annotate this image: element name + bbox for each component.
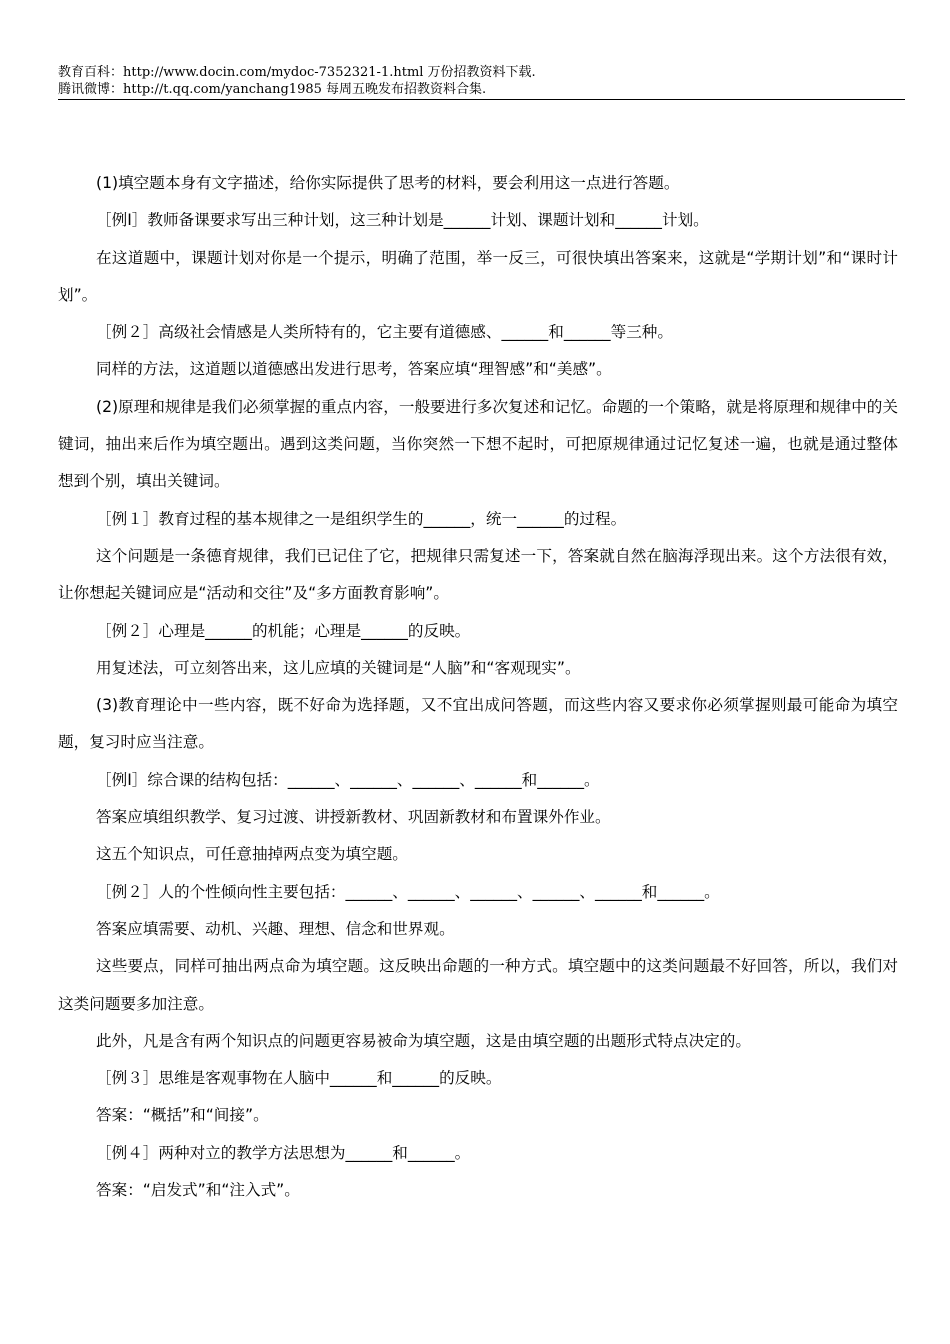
paragraph-example: ［例２］高级社会情感是人类所特有的，它主要有道德感、______和______等三种。 xyxy=(96,323,673,342)
paragraph-explanation: 此外，凡是含有两个知识点的问题更容易被命为填空题，这是由填空题的出题形式特点决定的。 xyxy=(96,1031,751,1050)
paragraph-example: ［例Ⅰ］教师备课要求写出三种计划，这三种计划是______计划、课题计划和______计划。 xyxy=(96,211,709,230)
paragraph-intro-1: (1)填空题本身有文字描述，给你实际提供了思考的材料，要会利用这一点进行答题。 xyxy=(96,174,680,192)
paragraph-intro-2: (2)原理和规律是我们必须掌握的重点内容，一般要进行多次复述和记忆。命题的一个策略，就是将原理和规律中的关键词，抽出来后作为填空题出。遇到这类问题，当你突然一下想不起时，可把原规律通过记忆复述一遍，也就是通过整体想到个别，填出关键词。 xyxy=(58,397,898,491)
paragraph-explanation: 同样的方法，这道题以道德感出发进行思考，答案应填“理智感”和“美感”。 xyxy=(96,360,612,379)
header-line-weibo: 腾讯微博：http://t.qq.com/yanchang1985 每周五晚发布招教资料合集. xyxy=(58,82,487,97)
document-body xyxy=(58,165,898,1209)
page-header xyxy=(58,64,905,100)
header-line-encyclopedia: 教育百科：http://www.docin.com/mydoc-7352321-1.html 万份招教资料下载. xyxy=(58,65,536,80)
paragraph-explanation: 这五个知识点，可任意抽掉两点变为填空题。 xyxy=(96,845,408,864)
paragraph-example: ［例３］思维是客观事物在人脑中______和______的反映。 xyxy=(96,1069,502,1088)
paragraph-explanation: 这些要点，同样可抽出两点命为填空题。这反映出命题的一种方式。填空题中的这类问题最不好回答，所以，我们对这类问题要多加注意。 xyxy=(58,957,898,1013)
paragraph-answer: 答案：“概括”和“间接”。 xyxy=(96,1106,269,1125)
paragraph-example: ［例２］人的个性倾向性主要包括：______、______、______、______、______和______。 xyxy=(96,882,720,901)
paragraph-explanation: 在这道题中，课题计划对你是一个提示，明确了范围，举一反三，可很快填出答案来，这就是“学期计划”和“课时计划”。 xyxy=(58,248,898,304)
paragraph-example: ［例１］教育过程的基本规律之一是组织学生的______，统一______的过程。 xyxy=(96,509,627,528)
paragraph-example: ［例４］两种对立的教学方法思想为______和______。 xyxy=(96,1143,471,1162)
paragraph-answer: 答案应填需要、动机、兴趣、理想、信念和世界观。 xyxy=(96,919,455,938)
paragraph-example: ［例Ⅰ］综合课的结构包括：______、______、______、______和______。 xyxy=(96,770,600,789)
paragraph-intro-3: (3)教育理论中一些内容，既不好命为选择题，又不宜出成问答题，而这些内容又要求你必须掌握则最可能命为填空题，复习时应当注意。 xyxy=(58,696,898,752)
paragraph-explanation: 用复述法，可立刻答出来，这儿应填的关键词是“人脑”和“客观现实”。 xyxy=(96,658,581,677)
paragraph-answer: 答案：“启发式”和“注入式”。 xyxy=(96,1181,300,1200)
paragraph-answer: 答案应填组织教学、复习过渡、讲授新教材、巩固新教材和布置课外作业。 xyxy=(96,808,611,827)
paragraph-explanation: 这个问题是一条德育规律，我们已记住了它，把规律只需复述一下，答案就自然在脑海浮现出来。这个方法很有效，让你想起关键词应是“活动和交往”及“多方面教育影响”。 xyxy=(58,546,898,603)
paragraph-example: ［例２］心理是______的机能；心理是______的反映。 xyxy=(96,621,471,640)
